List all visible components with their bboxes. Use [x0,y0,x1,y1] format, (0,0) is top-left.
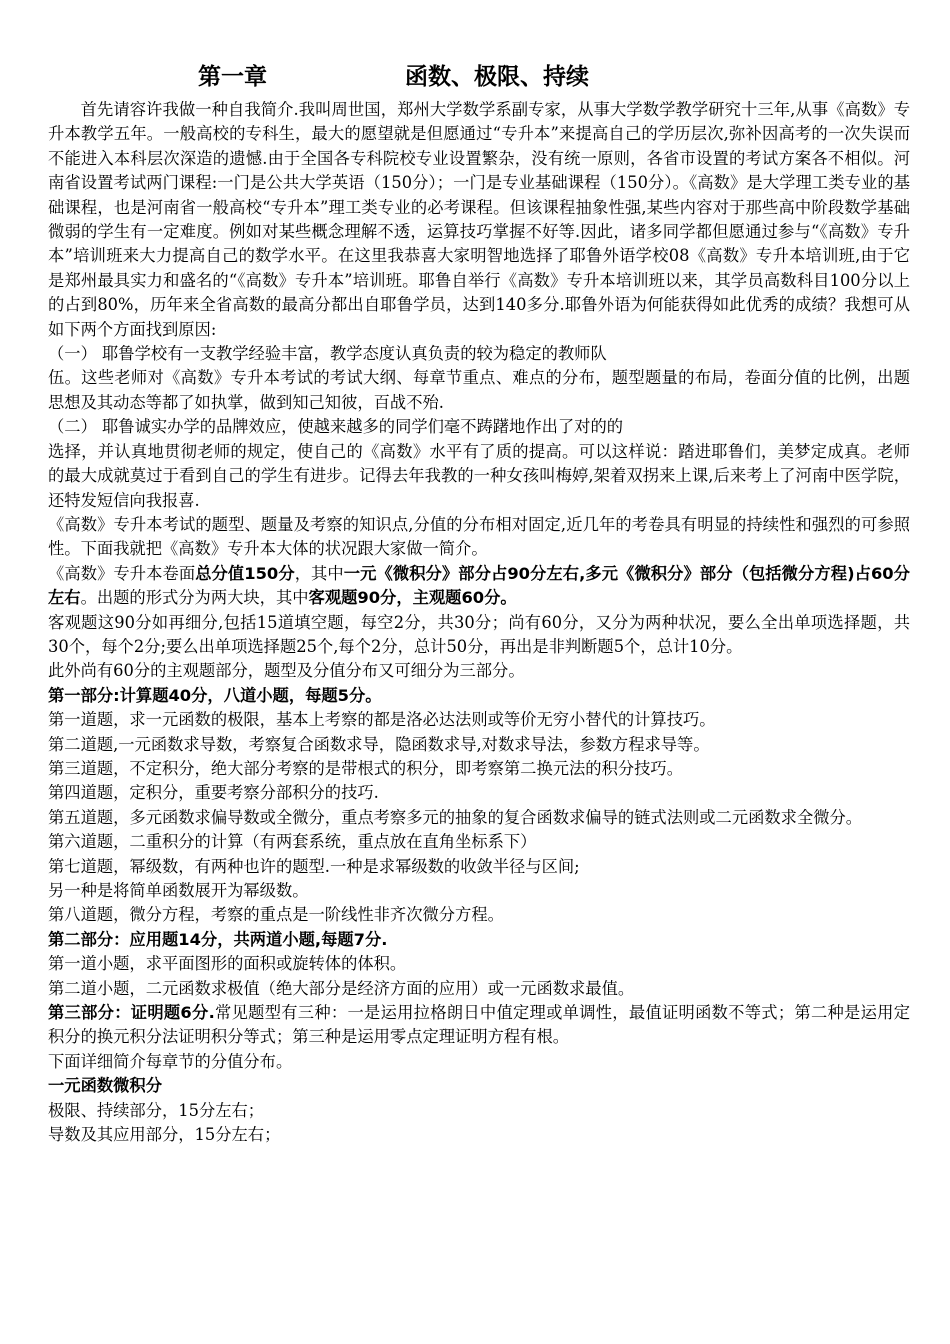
part-three-title: 第三部分：证明题6分. [48,1003,215,1023]
score-distribution-paragraph [48,562,910,611]
question-seven-cont: 另一种是将简单函数展开为幂级数。 [48,881,309,900]
score-types-bold: 客观题90分，主观题60分。 [308,588,517,608]
part-three-paragraph [48,1001,910,1050]
chapter-heading [0,58,950,94]
question-three: 第三道题，不定积分，绝大部分考察的是带根式的积分，即考察第二换元法的积分技巧。 [48,758,683,778]
intro-paragraph: 首先请容许我做一种自我简介.我叫周世国，郑州大学数学系副专家，从事大学数学教学研究十三年,从事《高数》专升本教学五年。一般高校的专科生，最大的愿望就是但愿通过“专升本”来提高自己的学历层次,弥补因高考的一次失误而不能进入本科层次深造的遗憾.由于全国各专科院校专业设置繁杂，没有统一原则，各省市设置的考试方案各不相似。河南省设置考试两门课程:一门是公共大学英语（150分）；一门是专业基础课程（150分）。《高数》是大学理工类专业的基础课程，也是河南省一般高校“专升本”理工类专业的必考课程。但该课程抽象性强,某些内容对于那些高中阶段数学基础微弱的学生有一定难度。例如对某些概念理解不透，运算技巧掌握不好等.因此，诸多同学都但愿通过参与“《高数》专升本”培训班来大力提高自己的数学水平。在这里我恭喜大家明智地选择了耶鲁外语学校08《高数》专升本培训班,由于它是郑州最具实力和盛名的“《高数》专升本”培训班。耶鲁自举行《高数》专升本培训班以来，其学员高数科目100分以上的占到80%，历年来全省高数的最高分都出自耶鲁学员，达到140多分.耶鲁外语为何能获得如此优秀的成绩？我想可从如下两个方面找到原因: [48,100,910,339]
objective-paragraph: 客观题这90分如再细分,包括15道填空题，每空2分，共30分；尚有60分，又分为两种状况，要么全出单项选择题，共30个，每个2分;要么出单项选择题25个,每个2分，总计50分，再出是非判断题5个，总计10分。 [48,612,910,656]
detail-intro: 下面详细简介每章节的分值分布。 [48,1051,293,1071]
score-split-bold: 一元《微积分》部分占90分左右,多元《微积分》部分（包括微分方程)占60分左右 [48,563,910,608]
section-item-limits: 极限、持续部分，15分左右； [48,1100,265,1120]
question-eight: 第八道题，微分方程，考察的重点是一阶线性非齐次微分方程。 [48,905,504,925]
part-one-title: 第一部分:计算题40分，八道小题，每题5分。 [48,685,382,705]
question-four: 第四道题，定积分，重要考察分部积分的技巧. [48,783,379,803]
reason-one-heading: （一） 耶鲁学校有一支教学经验丰富，教学态度认真负责的较为稳定的教师队 [48,344,607,364]
question-five: 第五道题，多元函数求偏导数或全微分，重点考察多元的抽象的复合函数求偏导的链式法则或二元函数求全微分。 [48,807,863,827]
question-two: 第二道题,一元函数求导数，考察复合函数求导，隐函数求导,对数求导法，参数方程求导等。 [48,734,710,754]
part-three-text: 常见题型有三种：一是运用拉格朗日中值定理或单调性，最值证明函数不等式；第二种是运用定积分的换元积分法证明积分等式；第三种是运用零点定理证明方程有根。 [48,1003,910,1047]
exam-structure-paragraph: 《高数》专升本考试的题型、题量及考察的知识点,分值的分布相对固定,近几年的考卷具有明显的持续性和强烈的可参照性。下面我就把《高数》专升本大体的状况跟大家做一简介。 [48,514,910,559]
document-body [48,98,910,1147]
score-total-bold: 总分值150分 [195,563,295,583]
score-text-a: 《高数》专升本卷面 [48,563,196,583]
question-six: 第六道题，二重积分的计算（有两套系统，重点放在直角坐标系下） [48,832,537,852]
score-text-e: 。出题的形式分为两大块，其中 [80,588,309,608]
reason-two-heading: （二） 耶鲁诚实办学的品牌效应，使越来越多的同学们毫不踌躇地作出了对的的 [48,417,624,437]
question-one: 第一道题，求一元函数的极限，基本上考察的都是洛必达法则或等价无穷小替代的计算技巧。 [48,710,716,730]
section-item-derivatives: 导数及其应用部分，15分左右； [48,1125,281,1145]
application-one: 第一道小题，求平面图形的面积或旋转体的体积。 [48,954,407,974]
chapter-number: 第一章 [198,64,267,90]
score-text-c: ，其中 [294,563,344,583]
chapter-title: 函数、极限、持续 [405,64,589,90]
part-two-title: 第二部分：应用题14分，共两道小题,每题7分. [48,929,388,949]
reason-one-text: 伍。这些老师对《高数》专升本考试的考试大纲、每章节重点、难点的分布，题型题量的布局，卷面分值的比例，出题思想及其动态等都了如执掌，做到知己知彼，百战不殆. [48,368,910,412]
reason-two-text: 选择，并认真地贯彻老师的规定，使自己的《高数》水平有了质的提高。可以这样说：踏进耶鲁们，美梦定成真。老师的最大成就莫过于看到自己的学生有进步。记得去年我教的一种女孩叫梅婷,架着双拐来上课,后来考上了河南中医学院，还特发短信向我报喜. [48,441,910,510]
question-seven: 第七道题，幂级数，有两种也许的题型.一种是求幂级数的收敛半径与区间; [48,856,580,876]
application-two: 第二道小题，二元函数求极值（绝大部分是经济方面的应用）或一元函数求最值。 [48,978,635,998]
section-title: 一元函数微积分 [48,1076,162,1096]
subjective-paragraph: 此外尚有60分的主观题部分，题型及分值分布又可细分为三部分。 [48,661,525,681]
